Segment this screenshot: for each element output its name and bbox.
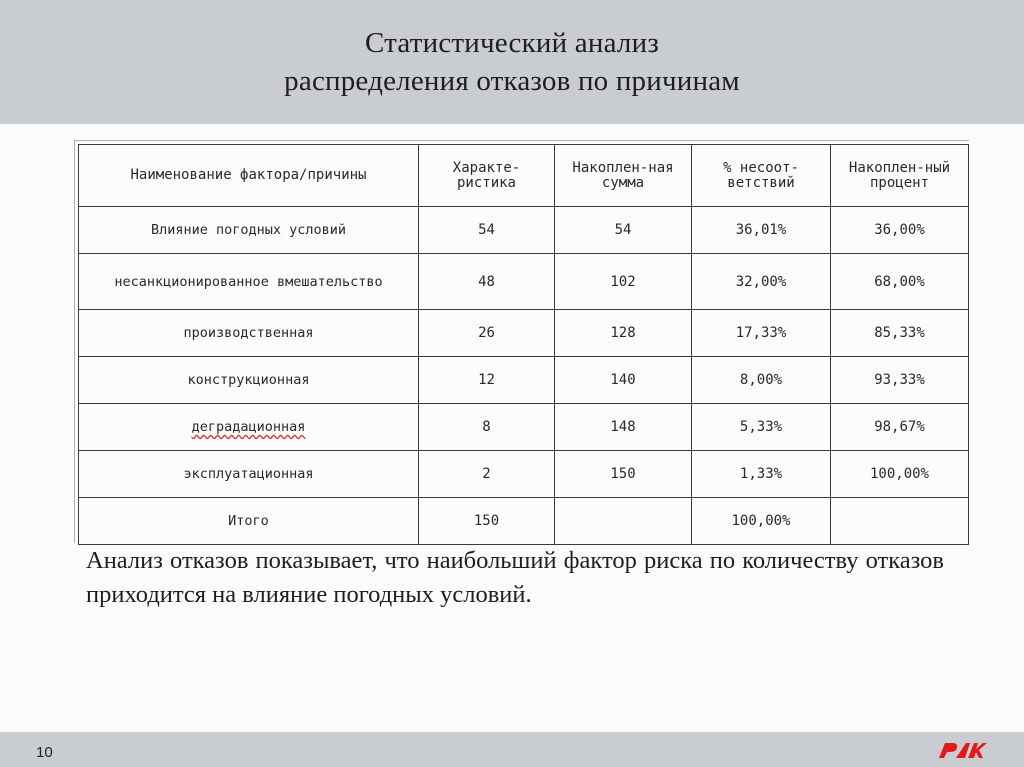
table-row	[79, 404, 969, 451]
cell-factor: несанкционированное вмешательство	[79, 254, 419, 310]
cell-characteristic: 12	[419, 357, 555, 404]
cell-percent: 1,33%	[692, 451, 831, 498]
table-row	[79, 310, 969, 357]
table-total-row	[79, 498, 969, 545]
cell-cumulative-percent: 93,33%	[831, 357, 969, 404]
cell-total-label: Итого	[79, 498, 419, 545]
cell-cumulative-sum: 140	[555, 357, 692, 404]
cell-cumulative-sum: 150	[555, 451, 692, 498]
cell-factor: производственная	[79, 310, 419, 357]
cell-total-percent: 100,00%	[692, 498, 831, 545]
slide-title-line-2: распределения отказов по причинам	[284, 65, 740, 97]
table-row	[79, 357, 969, 404]
cell-factor	[79, 404, 419, 451]
failure-table-frame	[74, 140, 969, 543]
header-factor-name: Наименование фактора/причины	[79, 145, 419, 207]
table-row	[79, 207, 969, 254]
cell-cumulative-percent: 100,00%	[831, 451, 969, 498]
cell-percent: 36,01%	[692, 207, 831, 254]
header-cumulative-sum: Накоплен-ная сумма	[555, 145, 692, 207]
cell-percent: 5,33%	[692, 404, 831, 451]
table-header-row	[79, 145, 969, 207]
cell-total-characteristic: 150	[419, 498, 555, 545]
cell-cumulative-sum: 148	[555, 404, 692, 451]
cell-percent: 8,00%	[692, 357, 831, 404]
cell-cumulative-percent: 36,00%	[831, 207, 969, 254]
cell-total-cumulative-percent	[831, 498, 969, 545]
cell-percent: 17,33%	[692, 310, 831, 357]
cell-total-cumulative-sum	[555, 498, 692, 545]
cell-factor: Влияние погодных условий	[79, 207, 419, 254]
table-row	[79, 451, 969, 498]
cell-cumulative-percent: 68,00%	[831, 254, 969, 310]
page-number: 10	[36, 744, 53, 761]
cell-factor-text: деградационная	[191, 419, 306, 435]
slide-header	[0, 0, 1024, 124]
failure-causes-table	[78, 144, 969, 545]
cell-characteristic: 2	[419, 451, 555, 498]
cell-characteristic: 48	[419, 254, 555, 310]
cell-factor: конструкционная	[79, 357, 419, 404]
cell-characteristic: 54	[419, 207, 555, 254]
cell-cumulative-percent: 85,33%	[831, 310, 969, 357]
rzd-logo-icon	[936, 739, 988, 761]
conclusion-text: Анализ отказов показывает, что наибольший фактор риска по количеству отказов приходится на влияние погодных условий.	[86, 547, 944, 608]
cell-percent: 32,00%	[692, 254, 831, 310]
cell-factor: эксплуатационная	[79, 451, 419, 498]
header-cumulative-percent: Накоплен-ный процент	[831, 145, 969, 207]
cell-cumulative-sum: 128	[555, 310, 692, 357]
slide-title-line-1: Статистический анализ	[365, 27, 659, 59]
header-characteristic: Характе-ристика	[419, 145, 555, 207]
header-nonconformity-percent: % несоот-ветствий	[692, 145, 831, 207]
cell-cumulative-percent: 98,67%	[831, 404, 969, 451]
cell-characteristic: 26	[419, 310, 555, 357]
cell-cumulative-sum: 54	[555, 207, 692, 254]
table-row	[79, 254, 969, 310]
slide-footer	[0, 732, 1024, 767]
cell-cumulative-sum: 102	[555, 254, 692, 310]
cell-characteristic: 8	[419, 404, 555, 451]
